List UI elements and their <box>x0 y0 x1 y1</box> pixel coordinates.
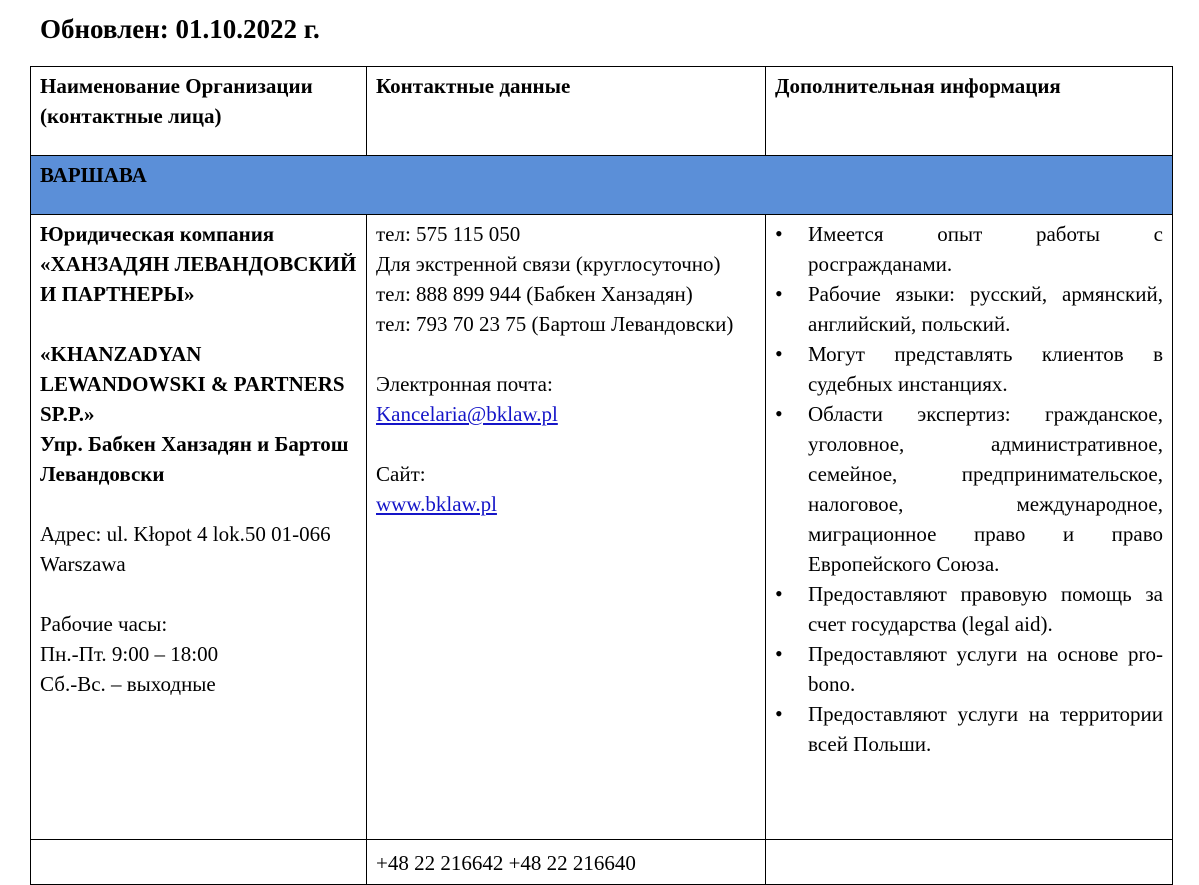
email-link[interactable]: Kancelaria@bklaw.pl <box>376 402 558 426</box>
list-item: • Предоставляют услуги на территории всей Польши. <box>775 699 1163 759</box>
contacts-cell <box>367 215 766 840</box>
info-list <box>775 219 1163 759</box>
next-info-cell <box>766 840 1173 885</box>
hours-weekdays: Пн.-Пт. 9:00 – 18:00 <box>40 642 219 666</box>
org-managers: Упр. Бабкен Ханзадян и Бартош Левандовски <box>40 432 349 486</box>
list-item: • Предоставляют услуги на основе pro-bono. <box>775 639 1163 699</box>
phone: тел: 575 115 050 <box>376 222 521 246</box>
next-org-cell <box>31 840 367 885</box>
hours-label: Рабочие часы: <box>40 612 168 636</box>
header-additional-info: Дополнительная информация <box>766 67 1173 156</box>
phone-babken: тел: 888 899 944 (Бабкен Ханзадян) <box>376 282 693 306</box>
section-row <box>31 156 1173 215</box>
hours-weekend: Сб.-Вс. – выходные <box>40 672 216 696</box>
next-contacts-cell <box>367 840 766 885</box>
email-label: Электронная почта: <box>376 372 553 396</box>
section-title: ВАРШАВА <box>31 156 1173 215</box>
list-item: • Могут представлять клиентов в судебных инстанциях. <box>775 339 1163 399</box>
header-contacts: Контактные данные <box>367 67 766 156</box>
list-item: • Предоставляют правовую помощь за счет государства (legal aid). <box>775 579 1163 639</box>
next-phone: +48 22 216642 +48 22 216640 <box>376 851 636 875</box>
organizations-table <box>30 66 1173 885</box>
table-header-row <box>31 67 1173 156</box>
website-link[interactable]: www.bklaw.pl <box>376 492 497 516</box>
table-row <box>31 215 1173 840</box>
emergency-note: Для экстренной связи (круглосуточно) <box>376 252 721 276</box>
additional-info-cell <box>766 215 1173 840</box>
page-title: Обновлен: 01.10.2022 г. <box>40 14 320 44</box>
organization-cell <box>31 215 367 840</box>
list-item: • Рабочие языки: русский, армянский, английский, польский. <box>775 279 1163 339</box>
table-row-next <box>31 840 1173 885</box>
list-item: • Имеется опыт работы с росгражданами. <box>775 219 1163 279</box>
site-label: Сайт: <box>376 462 426 486</box>
header-organization: Наименование Организации (контактные лица) <box>31 67 367 156</box>
org-name-en: «KHANZADYAN LEWANDOWSKI & PARTNERS SP.P.» <box>40 342 345 426</box>
list-item: • Области экспертиз: гражданское, уголовное, административное, семейное, предпринимательское, налоговое, международное, миграционное право и право Европейского Союза. <box>775 399 1163 579</box>
org-name-ru: Юридическая компания «ХАНЗАДЯН ЛЕВАНДОВСКИЙ И ПАРТНЕРЫ» <box>40 222 357 306</box>
org-address: Адрес: ul. Kłopot 4 lok.50 01-066 Warszawa <box>40 522 331 576</box>
phone-bartosz: тел: 793 70 23 75 (Бартош Левандовски) <box>376 312 734 336</box>
